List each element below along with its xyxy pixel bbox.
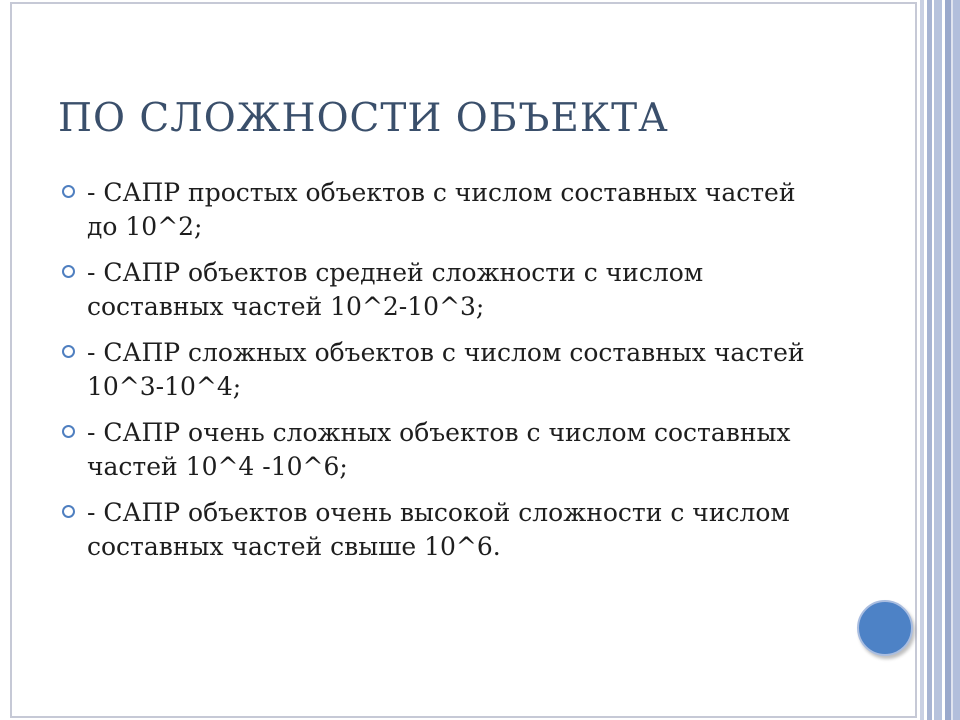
bullet-item — [62, 416, 822, 484]
bullet-text: - САПР сложных объектов с числом составных частей 10^3-10^4; — [87, 338, 805, 401]
circle-bullet-icon — [62, 425, 75, 438]
circle-bullet-icon — [62, 265, 75, 278]
bullet-item — [62, 256, 822, 324]
bullet-item — [62, 176, 822, 244]
bullet-text: - САПР очень сложных объектов с числом составных частей 10^4 -10^6; — [87, 418, 791, 481]
bullet-text: - САПР простых объектов с числом составных частей до 10^2; — [87, 178, 796, 241]
decorative-stripes — [920, 0, 960, 720]
bullet-item — [62, 336, 822, 404]
bullet-list — [62, 176, 822, 576]
circle-bullet-icon — [62, 185, 75, 198]
circle-bullet-icon — [62, 505, 75, 518]
bullet-text: - САПР объектов очень высокой сложности с числом составных частей свыше 10^6. — [87, 498, 790, 561]
circle-bullet-icon — [62, 345, 75, 358]
bullet-text: - САПР объектов средней сложности с числом составных частей 10^2-10^3; — [87, 258, 704, 321]
slide-title: ПО СЛОЖНОСТИ ОБЪЕКТА — [58, 96, 669, 141]
bullet-item — [62, 496, 822, 564]
decorative-circle-icon — [857, 600, 913, 656]
